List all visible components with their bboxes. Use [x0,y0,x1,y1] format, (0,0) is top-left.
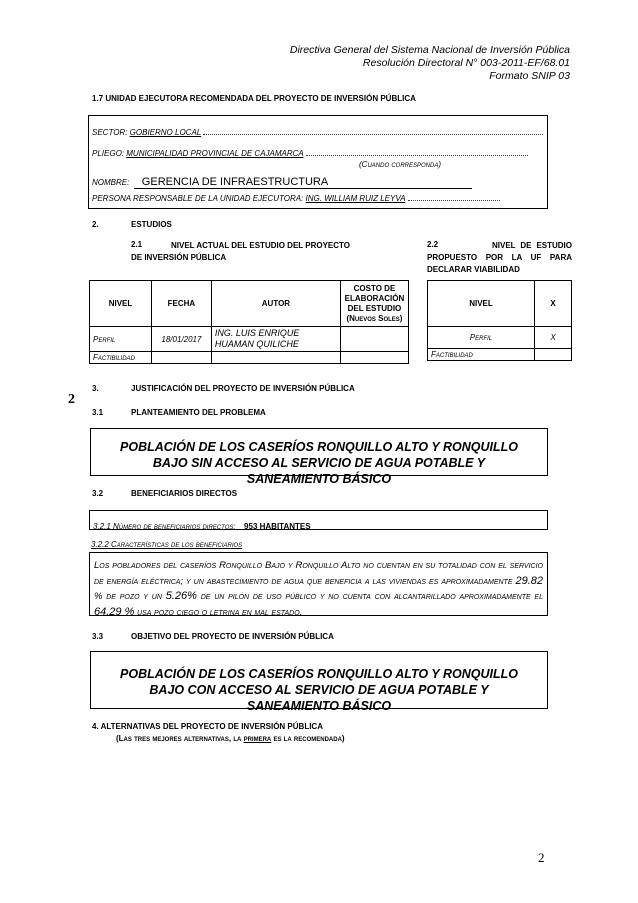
problem-text: POBLACIÓN DE LOS CASERÍOS RONQUILLO ALTO Y RONQUILLO BAJO SIN ACCESO AL SERVICIO DE AGUA POTABLE Y SANEAMIENTO BÁSICO [120,440,518,486]
margin-number: 2 [68,392,75,407]
sector-label: SECTOR: [92,128,128,137]
section-3-2-title: BENEFICIARIOS DIRECTOS [131,489,238,498]
section-3-2-num: 3.2 [92,489,104,498]
cell-propuesto-x-2 [535,349,572,361]
problem-box [90,428,548,486]
cell-propuesto-factibilidad: Factibilidad [428,349,535,361]
section-2-2-num: 2.2 [427,240,439,249]
pliego-dots [306,155,528,156]
cell-autor-2 [211,352,340,364]
unidad-ejecutora-box [88,115,548,209]
section-4-note-c: es la recomendada) [271,734,345,743]
sector-value: GOBIERNO LOCAL [129,128,202,137]
table-row [90,327,409,352]
nivel-propuesto-header-row [428,281,572,327]
section-4-title: 4. ALTERNATIVAS DEL PROYECTO DE INVERSIÓN PÚBLICA [92,722,323,731]
section-3-title: JUSTIFICACIÓN DEL PROYECTO DE INVERSIÓN PÚBLICA [131,384,355,393]
header [290,44,570,83]
persona-dots [408,200,500,201]
beneficiarios-label: 3.2.1 Número de beneficiarios directos: [93,522,236,531]
th-fecha: FECHA [151,281,211,327]
char-value-pozo-ciego: 64.29 % [94,605,135,618]
objective-box [90,651,548,713]
header-line1: Directiva General del Sistema Nacional de Inversión Pública [289,44,570,56]
header-line3: Formato SNIP 03 [489,70,570,82]
cuando-corresponda-note: (Cuando corresponda) [359,160,442,169]
char-text-2: % de pozo y un [94,591,166,602]
cell-fecha: 18/01/2017 [151,327,211,352]
section-1-7-title: 1.7 UNIDAD EJECUTORA RECOMENDADA DEL PROYECTO DE INVERSIÓN PÚBLICA [92,94,416,103]
cell-fecha-2 [151,352,211,364]
table-row [90,352,409,364]
section-4-note-a: (Las tres mejores alternativas, la [116,734,244,743]
section-2-1-text: NIVEL ACTUAL DEL ESTUDIO DEL PROYECTO DE INVERSIÓN PÚBLICA [131,241,350,262]
cell-nivel-factibilidad: Factibilidad [90,352,152,364]
beneficiarios-box [89,510,548,530]
th-nivel: NIVEL [90,281,152,327]
char-value-pozo: 29.82 [515,574,543,587]
nivel-actual-header-row [90,281,409,327]
nivel-propuesto-table [427,280,572,361]
section-2-1-num: 2.1 [131,240,143,249]
char-value-pilon: 5.26% [165,590,197,602]
char-text-4: usa pozo ciego o letrina en mal estado. [134,606,303,618]
section-2-num: 2. [92,220,99,229]
cell-autor: ING. LUIS ENRIQUE HUAMAN QUILICHE [211,327,340,352]
beneficiarios-value: 953 HABITANTES [244,522,311,531]
header-line2: Resolución Directoral N° 003-2011-EF/68.01 [362,57,570,69]
char-text-3: de un pilón de uso público y no cuenta con alcantarillado aproximadamente el [196,591,543,602]
persona-line [92,194,544,203]
persona-label: PERSONA RESPONSABLE DE LA UNIDAD EJECUTORA: [92,194,304,203]
sector-dots [203,134,543,135]
nivel-actual-table [89,280,409,364]
cell-propuesto-perfil: Perfil [428,327,535,349]
caracteristicas-label: 3.2.2 Características de los beneficiarios [91,540,243,549]
section-4-note [116,734,345,743]
section-2-title: ESTUDIOS [131,220,172,229]
cell-propuesto-x: X [535,327,572,349]
page-number: 2 [538,850,545,865]
section-3-1-num: 3.1 [92,408,104,417]
section-3-num: 3. [92,384,99,393]
pliego-line [92,149,544,158]
pliego-label: PLIEGO: [92,149,125,158]
th-costo-unit: (Nuevos Soles) [346,313,403,323]
section-3-3-num: 3.3 [92,632,104,641]
cell-costo [340,327,408,352]
th-costo [340,281,408,327]
th-nivel-propuesto: NIVEL [428,281,535,327]
th-x: X [535,281,572,327]
th-autor: AUTOR [211,281,340,327]
nombre-label: NOMBRE: [92,178,130,187]
caracteristicas-text [94,558,543,620]
cell-nivel-perfil: Perfil [90,327,152,352]
section-3-3-title: OBJETIVO DEL PROYECTO DE INVERSIÓN PÚBLICA [131,632,334,641]
cell-costo-2 [340,352,408,364]
section-2-2-text: NIVEL DE ESTUDIO PROPUESTO POR LA UF PARA DECLARAR VIABILIDAD [427,241,572,274]
section-4-note-b: primera [243,734,272,743]
sector-line [92,128,544,137]
nombre-value: GERENCIA DE INFRAESTRUCTURA [134,176,472,189]
char-text-1: Los pobladores del caseríos Ronquillo Bajo y Ronquillo Alto no cuentan en su totalidad con el servicio de energía eléctrica; y un abastecimiento de agua que beneficia a las viviendas es aproximadamente [94,560,543,587]
persona-value: ING. WILLIAM RUIZ LEYVA [305,194,406,203]
caracteristicas-box [89,552,548,616]
pliego-value: MUNICIPALIDAD PROVINCIAL DE CAJAMARCA [126,149,304,158]
nombre-line [92,172,544,190]
table-row [428,349,572,361]
table-row [428,327,572,349]
objective-text: POBLACIÓN DE LOS CASERÍOS RONQUILLO ALTO Y RONQUILLO BAJO CON ACCESO AL SERVICIO DE AGUA POTABLE Y SANEAMIENTO BÁSICO [120,667,518,713]
section-3-1-title: PLANTEAMIENTO DEL PROBLEMA [131,408,266,417]
th-costo-label: COSTO DE ELABORACIÓN DEL ESTUDIO [344,283,405,313]
